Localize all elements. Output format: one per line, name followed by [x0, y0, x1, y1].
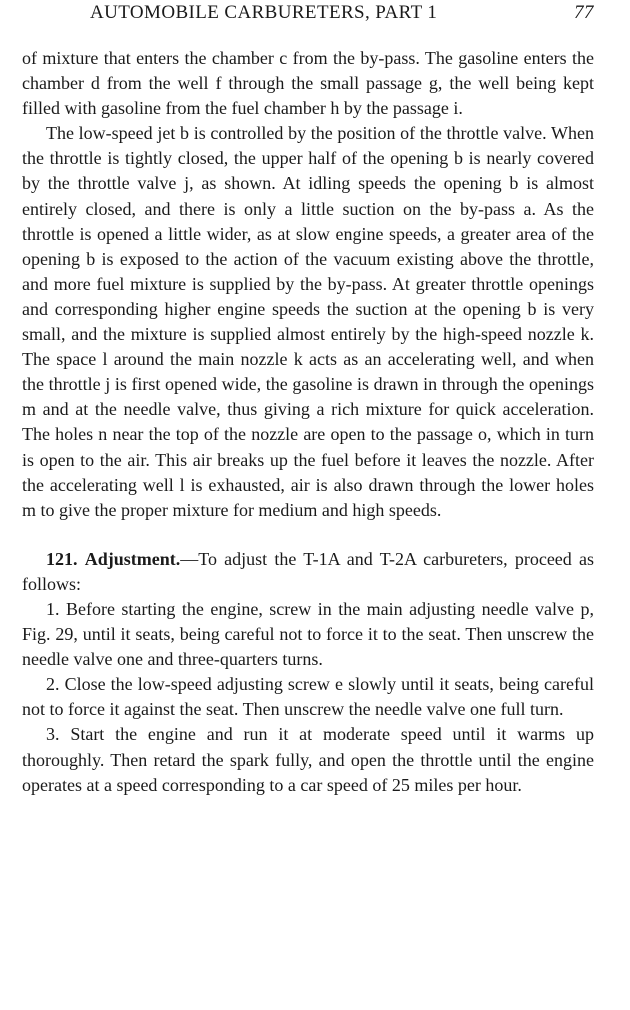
- running-header: [0, 2, 630, 28]
- body-text: [22, 46, 594, 798]
- section-intro: —To adjust the T-1A and T-2A carbureters, proceed as follows:: [22, 548, 594, 594]
- header-title: AUTOMOBILE CARBURETERS, PART 1: [90, 2, 438, 23]
- section-title: Adjustment.: [84, 548, 181, 569]
- step-3: 3. Start the engine and run it at moderate speed until it warms up thoroughly. Then retard the spark fully, and open the throttle until the engine operates at a speed corresponding to a car speed of 25 miles per hour.: [22, 724, 594, 795]
- step-2: 2. Close the low-speed adjusting screw e slowly until it seats, being careful not to force it against the seat. Then unscrew the needle valve one full turn.: [22, 674, 594, 720]
- paragraph-low-speed-jet: The low-speed jet b is controlled by the position of the throttle valve. When the throttle is tightly closed, the upper half of the opening b is nearly covered by the throttle valve j, as shown. At idling speeds the opening b is almost entirely closed, and there is only a little suction on the by-pass a. As the throttle is opened a little wider, as at slow engine speeds, a greater area of the opening b is exposed to the action of the vacuum existing above the throttle, and more fuel mixture is supplied by the by-pass. At greater throttle openings and corresponding higher engine speeds the suction at the opening b is very small, and the mixture is supplied almost entirely by the high-speed nozzle k. The space l around the main nozzle k acts as an accelerating well, and when the throttle j is first opened wide, the gasoline is drawn in through the openings m and at the needle valve, thus giving a rich mixture for quick acceleration. The holes n near the top of the nozzle are open to the passage o, which in turn is open to the air. This air breaks up the fuel before it leaves the nozzle. After the accelerating well l is exhausted, air is also drawn through the lower holes m to give the proper mixture for medium and high speeds.: [22, 123, 594, 520]
- paragraph-continued: of mixture that enters the chamber c from the by-pass. The gasoline enters the chamber d from the well f through the small passage g, the well being kept filled with gasoline from the fuel chamber h by the passage i.: [22, 48, 594, 119]
- section-121-heading: [22, 547, 594, 597]
- section-number: 121.: [46, 548, 78, 569]
- step-1: 1. Before starting the engine, screw in the main adjusting needle valve p, Fig. 29, until it seats, being careful not to force it to the seat. Then unscrew the needle valve one and three-quarters turns.: [22, 598, 594, 670]
- page-number: 77: [574, 2, 594, 23]
